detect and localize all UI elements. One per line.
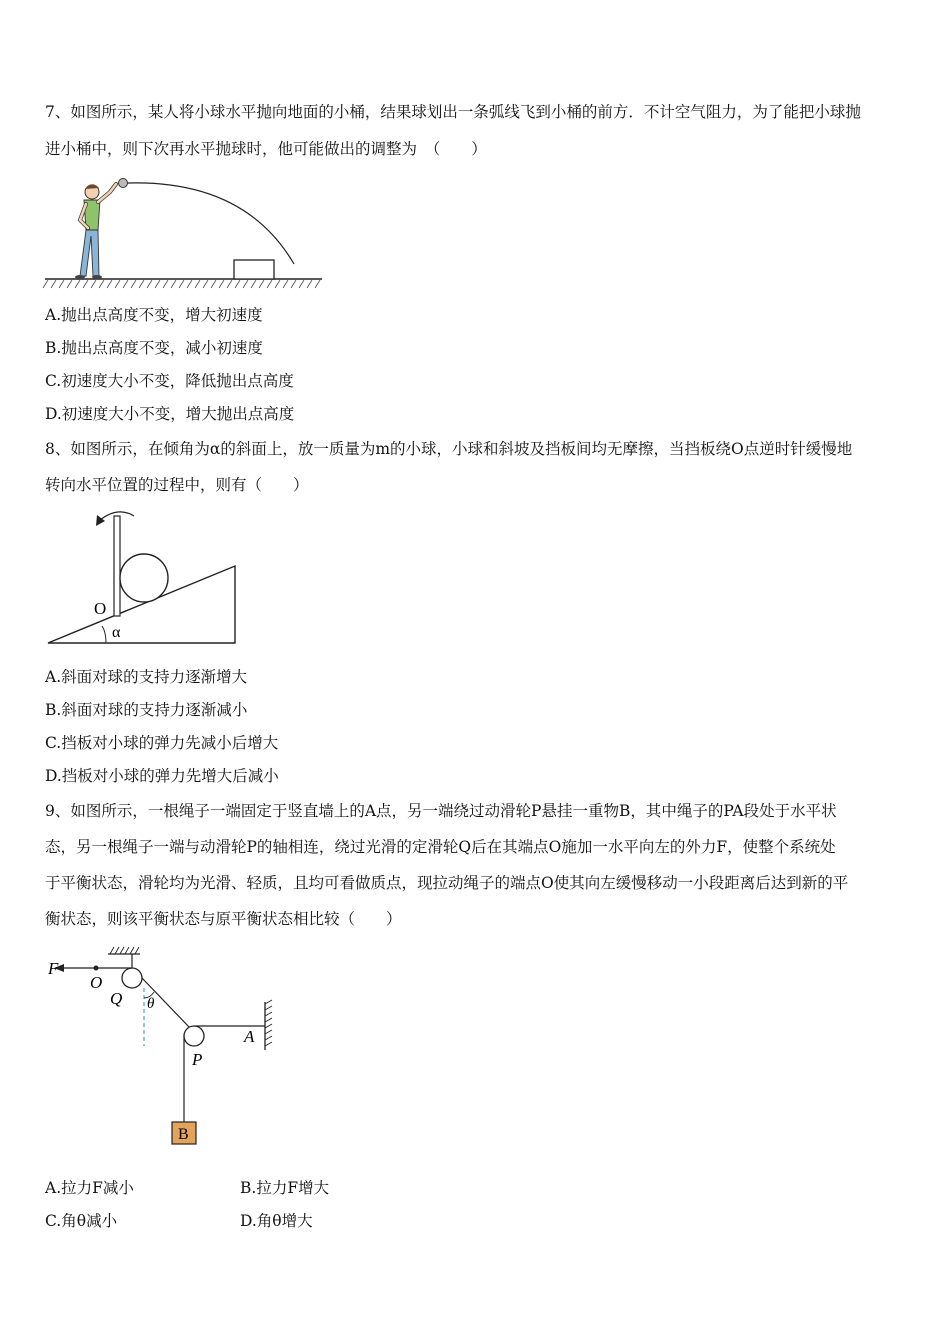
q7-figure-thrower <box>40 172 330 294</box>
q7-option-b: B.抛出点高度不变，减小初速度 <box>45 339 263 357</box>
baffle-board <box>114 516 120 616</box>
q9-stem-line4: 衡状态，则该平衡状态与原平衡状态相比较（ ） <box>45 910 402 928</box>
q9-stem-line3: 于平衡状态，滑轮均为光滑、轻质，且均可看做质点，现拉动绳子的端点O使其向左缓慢移动一小段距离后达到新的平 <box>45 874 849 892</box>
q9-option-d: D.角θ增大 <box>240 1212 313 1230</box>
label-o: O <box>90 973 103 992</box>
q7-option-a: A.抛出点高度不变，增大初速度 <box>45 306 263 324</box>
q7-option-c: C.初速度大小不变，降低抛出点高度 <box>45 372 294 390</box>
q8-option-a: A.斜面对球的支持力逐渐增大 <box>45 668 248 686</box>
pulley-p <box>184 1026 204 1046</box>
rotate-arrow-icon <box>96 515 105 526</box>
q8-option-b: B.斜面对球的支持力逐渐减小 <box>45 701 248 719</box>
pulley-q <box>122 968 142 988</box>
label-p: P <box>192 1050 203 1069</box>
q8-stem-line1: 8、如图所示，在倾角为α的斜面上，放一质量为m的小球，小球和斜坡及挡板间均无摩擦，当挡板绕O点逆时针缓慢地 <box>45 440 853 458</box>
label-q: Q <box>110 989 123 1008</box>
label-b: B <box>178 1126 189 1143</box>
q8-stem-line2: 转向水平位置的过程中，则有（ ） <box>45 476 309 494</box>
q9-stem-line1: 9、如图所示，一根绳子一端固定于竖直墙上的A点，另一端绕过动滑轮P悬挂一重物B，其中绳子的PA段处于水平状 <box>45 802 837 820</box>
pivot-label-o: O <box>94 599 107 618</box>
q7-stem-line1: 7、如图所示，某人将小球水平抛向地面的小桶，结果球划出一条弧线飞到小桶的前方．不计空气阻力，为了能把小球抛 <box>45 103 861 121</box>
ball-icon <box>120 554 168 602</box>
bucket-icon <box>234 260 274 279</box>
q8-figure-incline <box>40 502 250 650</box>
ball-icon <box>119 179 128 188</box>
label-f: F <box>48 959 59 978</box>
q9-option-b: B.拉力F增大 <box>240 1179 330 1197</box>
q9-figure-pulleys <box>40 942 280 1152</box>
q8-option-d: D.挡板对小球的弹力先增大后减小 <box>45 767 279 785</box>
person-icon <box>75 184 116 279</box>
q9-stem-line2: 态，另一根绳子一端与动滑轮P的轴相连，绕过光滑的定滑轮Q后在其端点O施加一水平向左的外力F，使整个系统处 <box>45 838 836 856</box>
q9-option-c: C.角θ减小 <box>45 1212 118 1230</box>
q7-option-d: D.初速度大小不变，增大抛出点高度 <box>45 405 295 423</box>
q7-stem-line2: 进小桶中，则下次再水平抛球时，他可能做出的调整为 （ ） <box>45 140 487 158</box>
label-a: A <box>244 1027 255 1046</box>
q8-option-c: C.挡板对小球的弹力先减小后增大 <box>45 734 279 752</box>
q9-option-a: A.拉力F减小 <box>45 1179 134 1197</box>
angle-label-alpha: α <box>112 624 121 641</box>
label-theta: θ <box>147 996 155 1012</box>
